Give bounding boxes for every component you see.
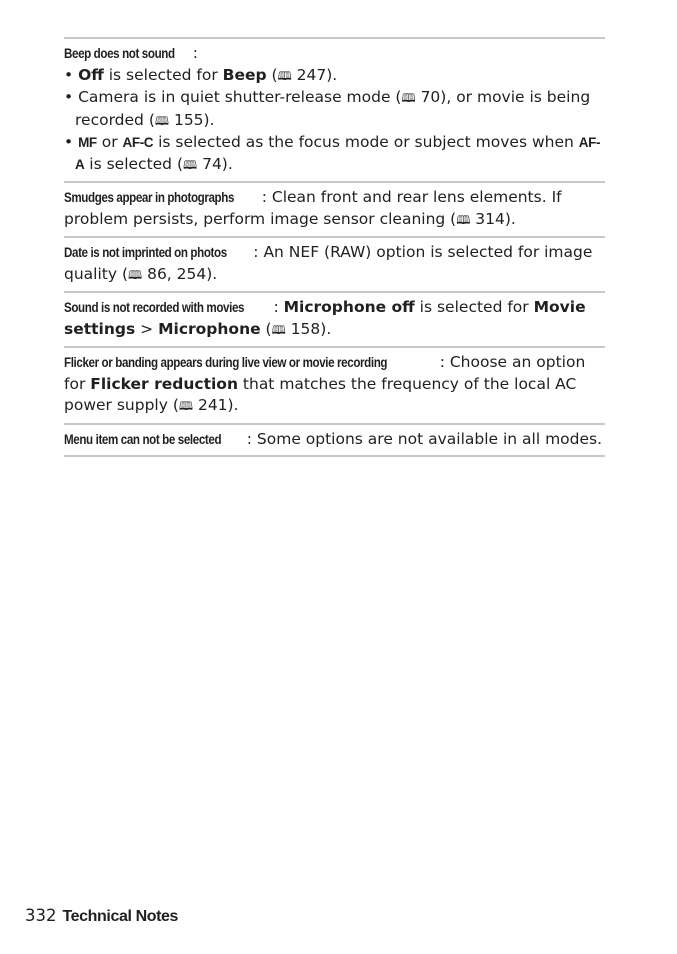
book-icon: 🕮 — [183, 157, 198, 172]
book-icon: 🕮 — [456, 212, 471, 227]
section-title: Technical Notes — [62, 908, 179, 925]
entry-beep: Beep does not sound : • Off is selected for Beep (🕮 247). • Camera is in quiet shutter-release mode (🕮 70), or movie is being recorded (🕮 155). • MF or AF-C is selected as the focus mode or subject moves when AF-A is selected (🕮 74). — [64, 37, 605, 181]
troubleshooting-list — [64, 37, 605, 457]
book-icon: 🕮 — [178, 399, 194, 413]
book-icon: 🕮 — [401, 91, 416, 105]
list-item: • Off is selected for Beep (🕮 247). — [64, 65, 338, 84]
entry-movie-sound: Sound is not recorded with movies : Microphone off is selected for Movie settings > Microphone (🕮 158). — [64, 291, 605, 346]
list-item: • MF or AF-C is selected as the focus mode or subject moves when AF-A is selected (🕮 74). — [64, 133, 601, 173]
page-number: 332 — [25, 906, 57, 925]
book-icon: 🕮 — [128, 267, 143, 282]
entry-flicker: Flicker or banding appears during live view or movie recording : Choose an option for Flicker reduction that matches the frequency of the local AC power supply (🕮 241). — [64, 346, 605, 423]
entry-smudges: Smudges appear in photographs : Clean front and rear lens elements. If problem persists, perform image sensor cleaning (🕮 314). — [64, 181, 605, 236]
entry-heading: Sound is not recorded with movies — [64, 300, 245, 315]
entry-heading: Beep does not sound — [64, 46, 175, 61]
page-footer — [25, 906, 178, 927]
entry-menu-item: Menu item can not be selected : Some options are not available in all modes. — [64, 423, 605, 458]
list-item: • Camera is in quiet shutter-release mode (🕮 70), or movie is being recorded (🕮 155). — [64, 88, 591, 129]
book-icon: 🕮 — [277, 68, 292, 83]
book-icon: 🕮 — [154, 113, 170, 128]
entry-date-imprint: Date is not imprinted on photos : An NEF (RAW) option is selected for image quality (🕮 86, 254). — [64, 236, 605, 291]
book-icon: 🕮 — [271, 322, 286, 337]
entry-heading: Flicker or banding appears during live view or movie recording — [64, 355, 388, 370]
entry-heading: Menu item can not be selected — [64, 431, 222, 447]
entry-heading: Smudges appear in photographs — [64, 190, 235, 205]
entry-heading: Date is not imprinted on photos — [64, 245, 227, 260]
